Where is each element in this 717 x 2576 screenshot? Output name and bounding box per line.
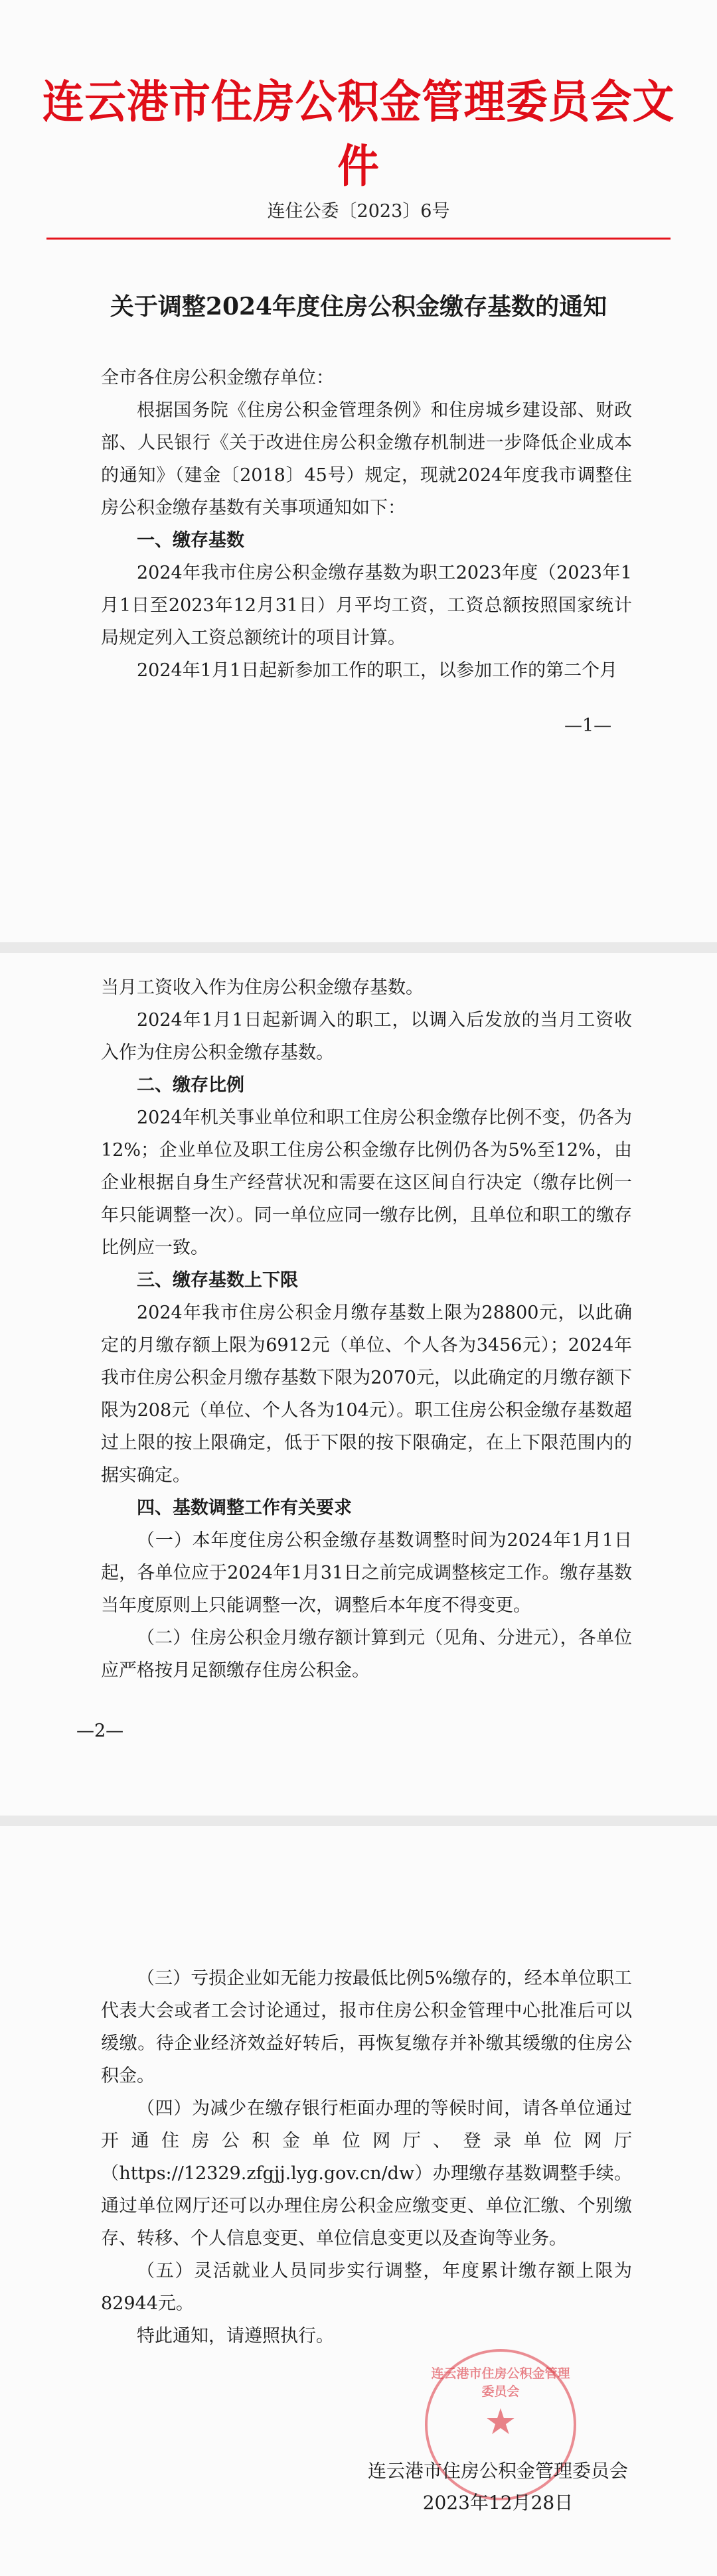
section-3-paragraph: 2024年我市住房公积金月缴存基数上限为28800元，以此确定的月缴存额上限为6912元（单位、个人各为3456元）；2024年我市住房公积金月缴存基数下限为2070元，以此确定的月缴存额下限为208元（单位、个人各为104元）。职工住房公积金缴存基数超过上限的按上限确定，低于下限的按下限确定，在上下限范围内的据实确定。	[101, 1303, 632, 1486]
section-3-heading: 三、缴存基数上下限	[137, 1270, 298, 1291]
signature-block	[345, 2455, 651, 2519]
page-1	[0, 0, 717, 942]
seal-text: 连云港市住房公积金管理委员会	[431, 2366, 570, 2399]
section-4-heading: 四、基数调整工作有关要求	[137, 1498, 352, 1518]
signature-date: 2023年12月28日	[422, 2492, 574, 2514]
red-divider-line	[46, 238, 671, 240]
page-2-body	[101, 971, 632, 1687]
section-1-heading: 一、缴存基数	[137, 530, 244, 551]
page-1-body	[101, 362, 632, 687]
closing-line: 特此通知，请遵照执行。	[137, 2326, 334, 2346]
red-header-title: 连云港市住房公积金管理委员会文件	[42, 76, 675, 193]
addressee: 全市各住房公积金缴存单位：	[101, 368, 334, 388]
page-3-body	[101, 1962, 632, 2352]
section-2-heading: 二、缴存比例	[137, 1075, 244, 1096]
section-4-item-1: （一）本年度住房公积金缴存基数调整时间为2024年1月1日起，各单位应于2024年1月31日之前完成调整核定工作。缴存基数当年度原则上只能调整一次，调整后本年度不得变更。	[101, 1530, 632, 1616]
page-number-2: —2—	[76, 1721, 124, 1741]
section-2-paragraph: 2024年机关事业单位和职工住房公积金缴存比例不变，仍各为12%；企业单位及职工住房公积金缴存比例仍各为5%至12%，由企业根据自身生产经营状况和需要在这区间自行决定（缴存比例一年只能调整一次）。同一单位应同一缴存比例，且单位和职工的缴存比例应一致。	[101, 1108, 632, 1258]
section-4-item-2: （二）住房公积金月缴存额计算到元（见角、分进元），各单位应严格按月足额缴存住房公积金。	[101, 1628, 632, 1681]
intro-paragraph: 根据国务院《住房公积金管理条例》和住房城乡建设部、财政部、人民银行《关于改进住房公积金缴存机制进一步降低企业成本的通知》（建金〔2018〕45号）规定，现就2024年度我市调整住房公积金缴存基数有关事项通知如下：	[101, 400, 632, 518]
document-number: 连住公委〔2023〕6号	[267, 201, 450, 222]
page-number-1: —1—	[564, 715, 612, 736]
seal-star-icon: ★	[484, 2401, 517, 2443]
section-1-paragraph-2b: 当月工资收入作为住房公积金缴存基数。	[101, 977, 424, 998]
signature-org: 连云港市住房公积金管理委员会	[367, 2460, 628, 2482]
section-4-item-3: （三）亏损企业如无能力按最低比例5%缴存的，经本单位职工代表大会或者工会讨论通过，报市住房公积金管理中心批准后可以缓缴。待企业经济效益好转后，再恢复缴存并补缴其缓缴的住房公积金。	[101, 1968, 632, 2086]
section-1-paragraph-2a: 2024年1月1日起新参加工作的职工，以参加工作的第二个月	[137, 660, 618, 681]
section-4-item-5: （五）灵活就业人员同步实行调整，年度累计缴存额上限为82944元。	[101, 2261, 632, 2314]
section-1-paragraph-3: 2024年1月1日起新调入的职工，以调入后发放的当月工资收入作为住房公积金缴存基数。	[101, 1010, 632, 1063]
notice-title: 关于调整2024年度住房公积金缴存基数的通知	[110, 293, 607, 321]
section-1-paragraph-1: 2024年我市住房公积金缴存基数为职工2023年度（2023年1月1日至2023年12月31日）月平均工资，工资总额按照国家统计局规定列入工资总额统计的项目计算。	[101, 563, 632, 648]
page-2	[0, 953, 717, 1816]
section-4-item-4: （四）为减少在缴存银行柜面办理的等候时间，请各单位通过开通住房公积金单位网厅、登录单位网厅（https://12329.zfgjj.lyg.gov.cn/dw）办理缴存基数调整手续。通过单位网厅还可以办理住房公积金应缴变更、单位汇缴、个别缴存、转移、个人信息变更、单位信息变更以及查询等业务。	[101, 2098, 632, 2249]
